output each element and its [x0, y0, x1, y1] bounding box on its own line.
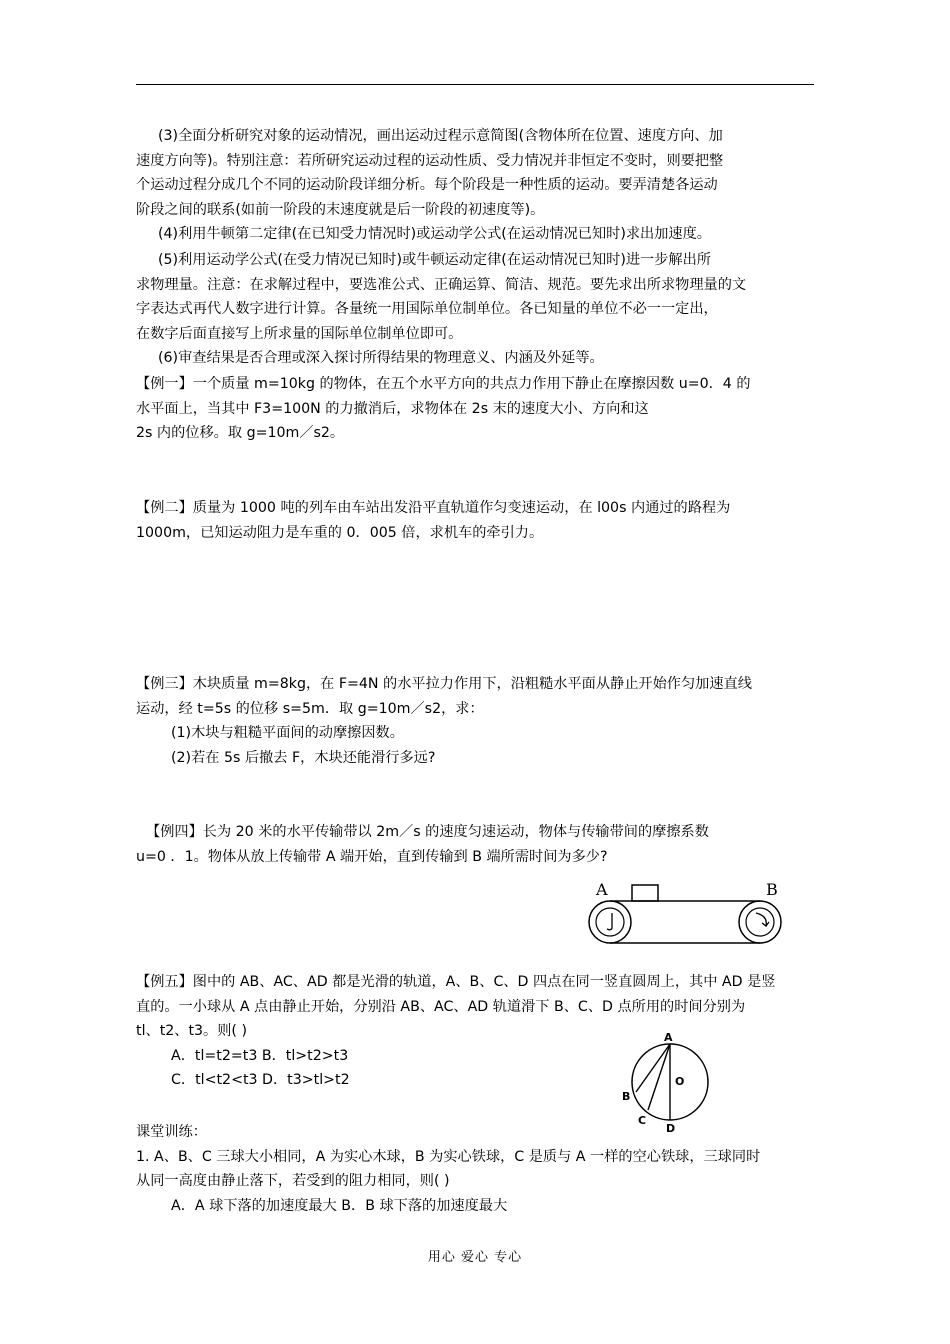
arrow-left-icon: [607, 913, 612, 930]
label-d: D: [666, 1122, 676, 1135]
text-line: 【例五】图中的 AB、AC、AD 都是光滑的轨道，A、B、C、D 四点在同一竖直圆周上，其中 AD 是竖: [136, 974, 776, 990]
track-ac: [648, 1044, 670, 1110]
text-line: 从同一高度由静止落下，若受到的阻力相同，则( ): [136, 1173, 450, 1189]
text-line: 【例三】木块质量 m=8kg，在 F=4N 的水平拉力作用下，沿粗糙水平面从静止开始作匀加速直线: [136, 676, 752, 692]
pulley-left: [589, 901, 631, 943]
label-a: A: [664, 1031, 673, 1044]
text-line: u=0 ．1。物体从放上传输带 A 端开始，直到传输到 B 端所需时间为多少?: [136, 848, 608, 865]
text-line: 速度方向等)。特别注意：若所研究运动过程的运动性质、受力情况并非恒定不变时，则要把整: [136, 152, 724, 169]
block: [632, 885, 658, 901]
paragraph-step-3: [136, 124, 814, 222]
example-3: [136, 672, 814, 770]
options: A．A 球下落的加速度最大 B．B 球下落的加速度最大: [171, 1197, 508, 1214]
question-2: (2)若在 5s 后撤去 F，木块还能滑行多远?: [171, 749, 436, 766]
header-rule: [136, 84, 814, 85]
label-a: A: [596, 880, 608, 899]
section-title: 课堂训练：: [136, 1124, 207, 1140]
text-line: 【例二】质量为 1000 吨的列车由车站出发沿平直轨道作匀变速运动，在 l00s 内通过的路程为: [136, 500, 731, 516]
text-line: 1. A、B、C 三球大小相同，A 为实心木球，B 为实心铁球，C 是质与 A 一样的空心铁球，三球同时: [136, 1148, 761, 1165]
conveyor-belt-figure: [582, 876, 792, 950]
text-line: (4)利用牛顿第二定律(在已知受力情况时)或运动学公式(在运动情况已知时)求出加速度。: [158, 226, 711, 242]
label-c: C: [638, 1114, 647, 1127]
arrow-right-icon: [756, 913, 769, 926]
track-ab: [636, 1044, 670, 1092]
options-cd: C．tl<t2<t3 D．t3>tl>t2: [171, 1072, 350, 1088]
text-line: 直的。一小球从 A 点由静止开始，分别沿 AB、AC、AD 轨道滑下 B、C、D 点所用的时间分别为: [136, 998, 746, 1015]
text-line: 2s 内的位移。取 g=10m／s2。: [136, 425, 345, 441]
label-b: B: [622, 1090, 631, 1103]
pulley-right: [739, 901, 781, 943]
classroom-training: [136, 1120, 814, 1218]
text-line: 水平面上，当其中 F3=100N 的力撤消后，求物体在 2s 末的速度大小、方向和这: [136, 400, 649, 417]
text-line: (5)利用运动学公式(在受力情况已知时)或牛顿运动定律(在运动情况已知时)进一步解出所: [158, 252, 711, 268]
paragraph-step-5: [136, 248, 814, 346]
text-line: 个运动过程分成几个不同的运动阶段详细分析。每个阶段是一种性质的运动。要弄清楚各运动: [136, 177, 718, 193]
text-line: 求物理量。注意：在求解过程中，要选准公式、正确运算、简洁、规范。要先求出所求物理量的文: [136, 276, 747, 293]
text-line: 阶段之间的联系(如前一阶段的末速度就是后一阶段的初速度等)。: [136, 201, 545, 218]
paragraph-step-6: [136, 346, 814, 371]
label-o: O: [675, 1075, 685, 1088]
text-line: (3)全面分析研究对象的运动情况，画出运动过程示意简图(含物体所在位置、速度方向、加: [158, 128, 723, 144]
text-line: (6)审查结果是否合理或深入探讨所得结果的物理意义、内涵及外延等。: [158, 350, 604, 366]
label-b: B: [766, 880, 778, 899]
example-1: [136, 372, 814, 446]
text-line: 运动，经 t=5s 的位移 s=5m．取 g=10m／s2，求：: [136, 700, 484, 717]
paragraph-step-4: [136, 222, 814, 247]
example-2: [136, 496, 814, 545]
text-line: tl、t2、t3。则( ): [136, 1023, 248, 1039]
question-1: (1)木块与粗糙平面间的动摩擦因数。: [171, 725, 404, 741]
pulley-right-inner: [746, 908, 774, 936]
example-4: [136, 820, 814, 869]
options-ab: A．tl=t2=t3 B．tl>t2>t3: [171, 1047, 349, 1064]
text-line: 在数字后面直接写上所求量的国际单位制单位即可。: [136, 325, 463, 342]
pulley-left-inner: [596, 908, 624, 936]
text-line: 字表达式再代人数字进行计算。各量统一用国际单位制单位。各已知量的单位不必一一定出，: [136, 301, 718, 317]
text-line: 【例一】一个质量 m=10kg 的物体，在五个水平方向的共点力作用下静止在摩擦因数 u=0．4 的: [136, 376, 751, 392]
text-line: 1000m，已知运动阻力是车重的 0．005 倍，求机车的牵引力。: [136, 524, 544, 541]
text-line: 【例四】长为 20 米的水平传输带以 2m／s 的速度匀速运动，物体与传输带间的摩擦系数: [146, 824, 709, 840]
page-footer: 用心 爱心 专心: [427, 1250, 523, 1265]
